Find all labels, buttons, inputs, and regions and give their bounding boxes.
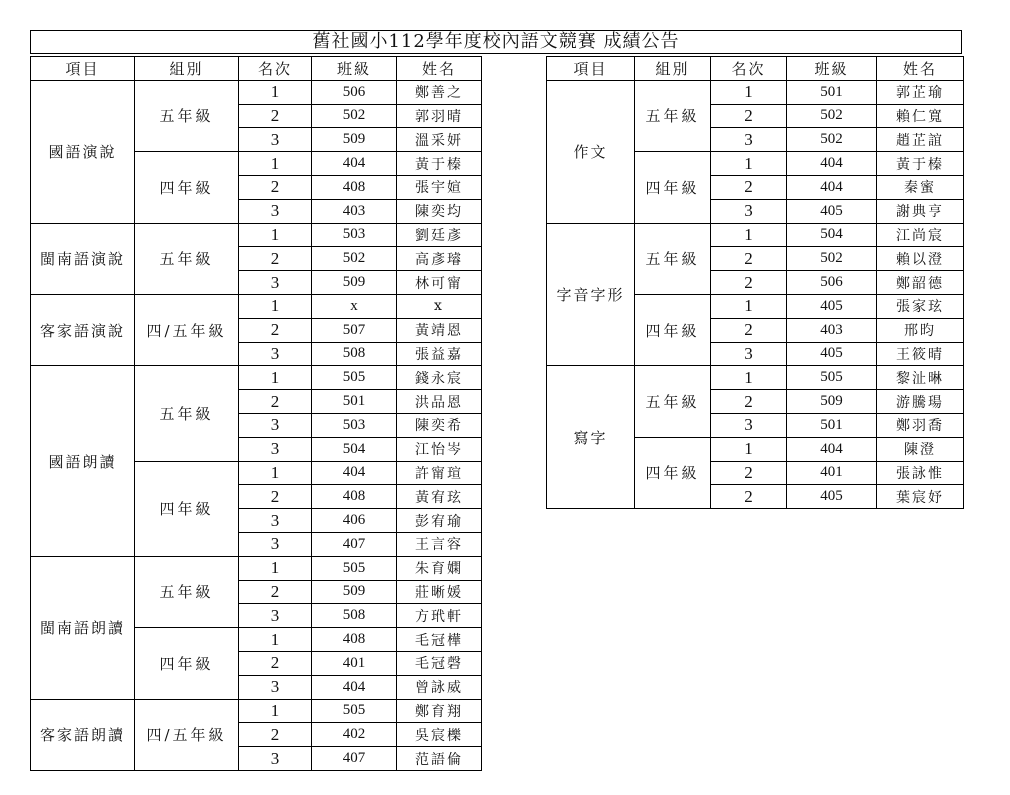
- class-cell: 506: [312, 80, 397, 104]
- rank-cell: 3: [239, 199, 312, 223]
- name-cell: 劉廷彥: [397, 223, 482, 247]
- class-cell: 504: [312, 437, 397, 461]
- category-cell: 國語朗讀: [31, 366, 135, 556]
- class-cell: 503: [312, 413, 397, 437]
- rank-cell: 2: [239, 651, 312, 675]
- name-cell: 鄭善之: [397, 80, 482, 104]
- rank-cell: 1: [239, 80, 312, 104]
- name-cell: 趙芷誼: [877, 128, 964, 152]
- class-cell: 502: [312, 247, 397, 271]
- class-cell: 401: [787, 461, 877, 485]
- rank-cell: 3: [239, 342, 312, 366]
- name-cell: 謝典亨: [877, 199, 964, 223]
- name-cell: 賴以澄: [877, 247, 964, 271]
- right-table-body: [547, 80, 964, 508]
- name-cell: 王言容: [397, 532, 482, 556]
- class-cell: 502: [312, 104, 397, 128]
- category-cell: 閩南語朗讀: [31, 556, 135, 699]
- name-cell: 江尚宸: [877, 223, 964, 247]
- class-cell: 405: [787, 199, 877, 223]
- group-cell: 五年級: [135, 366, 239, 461]
- class-cell: 407: [312, 532, 397, 556]
- header-category: 項目: [31, 57, 135, 81]
- header-group: 組別: [135, 57, 239, 81]
- class-cell: 404: [787, 437, 877, 461]
- rank-cell: 1: [239, 223, 312, 247]
- right-results-table: [546, 56, 964, 509]
- rank-cell: 3: [239, 413, 312, 437]
- rank-cell: 3: [711, 342, 787, 366]
- class-cell: 408: [312, 175, 397, 199]
- left-table-body: [31, 80, 482, 770]
- header-name: 姓名: [397, 57, 482, 81]
- category-cell: 閩南語演說: [31, 223, 135, 294]
- name-cell: 錢永宸: [397, 366, 482, 390]
- category-cell: 客家語演說: [31, 294, 135, 365]
- rank-cell: 1: [239, 556, 312, 580]
- table-row: [31, 294, 482, 318]
- group-cell: 五年級: [135, 223, 239, 294]
- group-cell: 四年級: [135, 461, 239, 556]
- table-row: [31, 366, 482, 390]
- name-cell: 張詠惟: [877, 461, 964, 485]
- group-cell: 五年級: [135, 80, 239, 151]
- name-cell: 溫采妍: [397, 128, 482, 152]
- rank-cell: 1: [239, 366, 312, 390]
- rank-cell: 1: [239, 628, 312, 652]
- class-cell: 502: [787, 104, 877, 128]
- rank-cell: 3: [239, 271, 312, 295]
- rank-cell: 3: [239, 675, 312, 699]
- name-cell: 鄭韶德: [877, 271, 964, 295]
- class-cell: 505: [312, 366, 397, 390]
- name-cell: 洪品恩: [397, 390, 482, 414]
- group-cell: 五年級: [135, 556, 239, 627]
- rank-cell: 3: [239, 509, 312, 533]
- class-cell: 505: [787, 366, 877, 390]
- name-cell: 張益嘉: [397, 342, 482, 366]
- header-row: [547, 57, 964, 81]
- rank-cell: 1: [711, 437, 787, 461]
- name-cell: 毛冠磬: [397, 651, 482, 675]
- class-cell: 505: [312, 699, 397, 723]
- header-row: [31, 57, 482, 81]
- class-cell: 505: [312, 556, 397, 580]
- name-cell: 郭芷瑜: [877, 80, 964, 104]
- group-cell: 四/五年級: [135, 294, 239, 365]
- class-cell: 502: [787, 247, 877, 271]
- table-row: [547, 366, 964, 390]
- class-cell: 509: [312, 580, 397, 604]
- rank-cell: 1: [239, 461, 312, 485]
- class-cell: 404: [312, 675, 397, 699]
- rank-cell: 1: [239, 699, 312, 723]
- class-cell: 501: [787, 413, 877, 437]
- class-cell: 508: [312, 604, 397, 628]
- name-cell: 郭羽晴: [397, 104, 482, 128]
- rank-cell: 2: [239, 485, 312, 509]
- category-cell: 客家語朗讀: [31, 699, 135, 770]
- table-row: [547, 223, 964, 247]
- table-row: [31, 556, 482, 580]
- rank-cell: 2: [711, 175, 787, 199]
- class-cell: 405: [787, 485, 877, 509]
- category-cell: 作文: [547, 80, 635, 223]
- group-cell: 四年級: [635, 294, 711, 365]
- rank-cell: 3: [239, 437, 312, 461]
- class-cell: 504: [787, 223, 877, 247]
- category-cell: 國語演說: [31, 80, 135, 223]
- class-cell: 502: [787, 128, 877, 152]
- table-row: [31, 80, 482, 104]
- name-cell: 張家玹: [877, 294, 964, 318]
- rank-cell: 3: [239, 604, 312, 628]
- class-cell: x: [312, 294, 397, 318]
- page-title: 舊社國小112學年度校內語文競賽 成績公告: [30, 30, 962, 54]
- left-results-table: [30, 56, 482, 771]
- group-cell: 四年級: [635, 152, 711, 223]
- rank-cell: 2: [239, 390, 312, 414]
- name-cell: 賴仁寬: [877, 104, 964, 128]
- rank-cell: 3: [239, 747, 312, 771]
- class-cell: 509: [312, 271, 397, 295]
- rank-cell: 2: [239, 580, 312, 604]
- class-cell: 404: [787, 175, 877, 199]
- rank-cell: 1: [239, 294, 312, 318]
- header-rank: 名次: [239, 57, 312, 81]
- name-cell: 黃于榛: [877, 152, 964, 176]
- name-cell: 方玳軒: [397, 604, 482, 628]
- rank-cell: 2: [711, 104, 787, 128]
- group-cell: 四年級: [135, 628, 239, 699]
- rank-cell: 3: [711, 413, 787, 437]
- table-row: [31, 699, 482, 723]
- rank-cell: 1: [711, 294, 787, 318]
- name-cell: 許甯瑄: [397, 461, 482, 485]
- name-cell: 莊晰媛: [397, 580, 482, 604]
- rank-cell: 1: [711, 152, 787, 176]
- class-cell: 406: [312, 509, 397, 533]
- name-cell: 陳奕均: [397, 199, 482, 223]
- class-cell: 403: [312, 199, 397, 223]
- class-cell: 507: [312, 318, 397, 342]
- class-cell: 501: [787, 80, 877, 104]
- name-cell: 張宇媗: [397, 175, 482, 199]
- header-name: 姓名: [877, 57, 964, 81]
- category-cell: 寫字: [547, 366, 635, 509]
- rank-cell: 2: [711, 247, 787, 271]
- class-cell: 408: [312, 485, 397, 509]
- rank-cell: 2: [239, 175, 312, 199]
- rank-cell: 3: [711, 128, 787, 152]
- category-cell: 字音字形: [547, 223, 635, 366]
- rank-cell: 1: [711, 366, 787, 390]
- name-cell: 黃宥玹: [397, 485, 482, 509]
- class-cell: 403: [787, 318, 877, 342]
- table-row: [547, 80, 964, 104]
- header-category: 項目: [547, 57, 635, 81]
- class-cell: 402: [312, 723, 397, 747]
- name-cell: 王筱晴: [877, 342, 964, 366]
- name-cell: 朱育嫻: [397, 556, 482, 580]
- class-cell: 509: [312, 128, 397, 152]
- rank-cell: 3: [239, 532, 312, 556]
- name-cell: 游騰瑒: [877, 390, 964, 414]
- name-cell: 陳奕希: [397, 413, 482, 437]
- class-cell: 404: [312, 152, 397, 176]
- name-cell: 江怡岑: [397, 437, 482, 461]
- rank-cell: 1: [711, 80, 787, 104]
- rank-cell: 3: [239, 128, 312, 152]
- class-cell: 503: [312, 223, 397, 247]
- rank-cell: 1: [711, 223, 787, 247]
- name-cell: 葉宸妤: [877, 485, 964, 509]
- name-cell: 范語倫: [397, 747, 482, 771]
- class-cell: 501: [312, 390, 397, 414]
- table-row: [31, 223, 482, 247]
- class-cell: 401: [312, 651, 397, 675]
- name-cell: 鄭羽喬: [877, 413, 964, 437]
- name-cell: 毛冠樺: [397, 628, 482, 652]
- name-cell: 林可甯: [397, 271, 482, 295]
- class-cell: 506: [787, 271, 877, 295]
- name-cell: 黃于榛: [397, 152, 482, 176]
- rank-cell: 2: [711, 318, 787, 342]
- header-rank: 名次: [711, 57, 787, 81]
- class-cell: 508: [312, 342, 397, 366]
- group-cell: 四年級: [135, 152, 239, 223]
- rank-cell: 2: [239, 104, 312, 128]
- group-cell: 四/五年級: [135, 699, 239, 770]
- name-cell: 鄭育翔: [397, 699, 482, 723]
- group-cell: 五年級: [635, 366, 711, 437]
- name-cell: 高彥璿: [397, 247, 482, 271]
- name-cell: 黃靖恩: [397, 318, 482, 342]
- rank-cell: 2: [711, 271, 787, 295]
- class-cell: 405: [787, 294, 877, 318]
- class-cell: 408: [312, 628, 397, 652]
- name-cell: x: [397, 294, 482, 318]
- group-cell: 五年級: [635, 223, 711, 294]
- header-group: 組別: [635, 57, 711, 81]
- class-cell: 509: [787, 390, 877, 414]
- name-cell: 彭宥瑜: [397, 509, 482, 533]
- class-cell: 404: [312, 461, 397, 485]
- group-cell: 五年級: [635, 80, 711, 151]
- group-cell: 四年級: [635, 437, 711, 508]
- header-class: 班級: [787, 57, 877, 81]
- header-class: 班級: [312, 57, 397, 81]
- rank-cell: 2: [239, 247, 312, 271]
- name-cell: 邢昀: [877, 318, 964, 342]
- rank-cell: 2: [711, 461, 787, 485]
- name-cell: 陳澄: [877, 437, 964, 461]
- class-cell: 405: [787, 342, 877, 366]
- rank-cell: 1: [239, 152, 312, 176]
- name-cell: 吳宸櫟: [397, 723, 482, 747]
- rank-cell: 2: [239, 723, 312, 747]
- name-cell: 秦蜜: [877, 175, 964, 199]
- rank-cell: 2: [711, 390, 787, 414]
- rank-cell: 3: [711, 199, 787, 223]
- class-cell: 404: [787, 152, 877, 176]
- name-cell: 曾詠威: [397, 675, 482, 699]
- rank-cell: 2: [711, 485, 787, 509]
- rank-cell: 2: [239, 318, 312, 342]
- name-cell: 黎沚晽: [877, 366, 964, 390]
- class-cell: 407: [312, 747, 397, 771]
